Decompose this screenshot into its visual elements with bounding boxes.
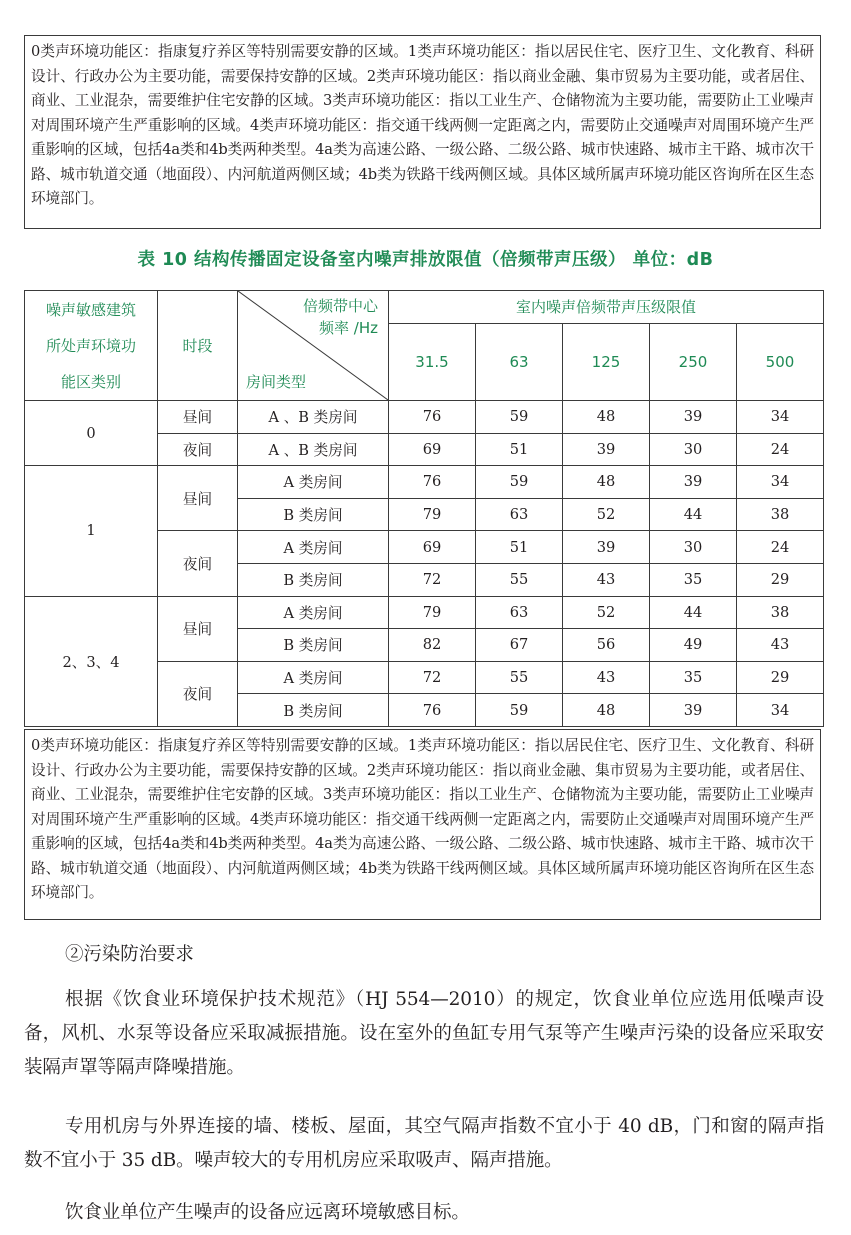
room-type-cell: A 类房间: [238, 466, 389, 499]
freq-col-header: 63: [476, 323, 563, 400]
limit-value-cell: 35: [650, 661, 737, 694]
zone-class-header: [25, 291, 158, 401]
room-type-cell: B 类房间: [238, 694, 389, 727]
body-paragraph: 根据《饮食业环境保护技术规范》（HJ 554—2010）的规定，饮食业单位应选用低噪声设备，风机、水泵等设备应采取减振措施。设在室外的鱼缸专用气泵等产生噪声污染的设备应采取安装隔声罩等隔声降噪措施。: [24, 989, 824, 1078]
limit-value-cell: 29: [737, 563, 824, 596]
room-type-cell: A 类房间: [238, 531, 389, 564]
limit-value-cell: 38: [737, 596, 824, 629]
limit-value-cell: 69: [389, 433, 476, 466]
limit-value-cell: 34: [737, 466, 824, 499]
limit-value-cell: 49: [650, 629, 737, 662]
limit-value-cell: 76: [389, 466, 476, 499]
zone-header-line2: 所处声环境功: [45, 336, 136, 355]
limit-value-cell: 38: [737, 498, 824, 531]
room-type-cell: A 类房间: [238, 661, 389, 694]
zone-header-line3: 能区类别: [60, 372, 121, 391]
table-row: [25, 466, 824, 499]
limit-value-cell: 35: [650, 563, 737, 596]
limit-value-cell: 79: [389, 498, 476, 531]
freq-col-header: 125: [563, 323, 650, 400]
freq-header-line1: 倍频带中心: [302, 297, 378, 315]
zone-definition-note-top: 0类声环境功能区：指康复疗养区等特别需要安静的区域。1类声环境功能区：指以居民住宅、医疗卫生、文化教育、科研设计、行政办公为主要功能，需要保持安静的区域。2类声环境功能区：指以商业金融、集市贸易为主要功能，或者居住、商业、工业混杂，需要维护住宅安静的区域。3类声环境功能区：指以工业生产、仓储物流为主要功能，需要防止工业噪声对周围环境产生严重影响的区域。4类声环境功能区：指交通干线两侧一定距离之内，需要防止交通噪声对周围环境产生严重影响的区域，包括4a类和4b类两种类型。4a类为高速公路、一级公路、二级公路、城市快速路、城市主干路、城市次干路、城市轨道交通（地面段）、内河航道两侧区域；4b类为铁路干线两侧区域。具体区域所属声环境功能区咨询所在区生态环境部门。: [24, 35, 821, 229]
limit-value-cell: 43: [563, 661, 650, 694]
zone-header-line1: 噪声敏感建筑: [45, 300, 136, 319]
room-type-cell: A 类房间: [238, 596, 389, 629]
limit-value-cell: 24: [737, 433, 824, 466]
zone-definition-note-bottom: 0类声环境功能区：指康复疗养区等特别需要安静的区域。1类声环境功能区：指以居民住宅、医疗卫生、文化教育、科研设计、行政办公为主要功能，需要保持安静的区域。2类声环境功能区：指以商业金融、集市贸易为主要功能，或者居住、商业、工业混杂，需要维护住宅安静的区域。3类声环境功能区：指以工业生产、仓储物流为主要功能，需要防止工业噪声对周围环境产生严重影响的区域。4类声环境功能区：指交通干线两侧一定距离之内，需要防止交通噪声对周围环境产生严重影响的区域，包括4a类和4b类两种类型。4a类为高速公路、一级公路、二级公路、城市快速路、城市主干路、城市次干路、城市轨道交通（地面段）、内河航道两侧区域；4b类为铁路干线两侧区域。具体区域所属声环境功能区咨询所在区生态环境部门。: [24, 729, 821, 920]
period-cell: 夜间: [158, 661, 238, 726]
limit-value-cell: 48: [563, 466, 650, 499]
limit-value-cell: 67: [476, 629, 563, 662]
zone-class-cell: 0: [25, 401, 158, 466]
limit-value-cell: 72: [389, 661, 476, 694]
limit-value-cell: 79: [389, 596, 476, 629]
room-type-header: 房间类型: [246, 373, 307, 391]
limit-value-cell: 39: [563, 433, 650, 466]
room-type-cell: B 类房间: [238, 498, 389, 531]
limit-value-cell: 55: [476, 661, 563, 694]
limit-value-cell: 39: [650, 401, 737, 434]
limit-value-cell: 56: [563, 629, 650, 662]
table-body: [25, 401, 824, 727]
room-type-cell: B 类房间: [238, 563, 389, 596]
limit-value-cell: 82: [389, 629, 476, 662]
period-cell: 昼间: [158, 401, 238, 434]
zone-class-cell: 1: [25, 466, 158, 596]
limit-value-cell: 39: [650, 694, 737, 727]
limit-value-cell: 59: [476, 466, 563, 499]
body-paragraph: 专用机房与外界连接的墙、楼板、屋面，其空气隔声指数不宜小于 40 dB，门和窗的隔声指数不宜小于 35 dB。噪声较大的专用机房应采取吸声、隔声措施。: [24, 1116, 824, 1171]
limit-value-cell: 34: [737, 401, 824, 434]
table-row: [25, 401, 824, 434]
limit-value-cell: 51: [476, 433, 563, 466]
limit-value-cell: 76: [389, 401, 476, 434]
limit-value-cell: 52: [563, 498, 650, 531]
limit-value-cell: 44: [650, 498, 737, 531]
limit-value-cell: 52: [563, 596, 650, 629]
period-header: 时段: [158, 291, 238, 401]
freq-col-header: 500: [737, 323, 824, 400]
freq-col-header: 31.5: [389, 323, 476, 400]
freq-header: [303, 295, 378, 339]
limit-value-cell: 48: [563, 694, 650, 727]
zone-class-cell: 2、3、4: [25, 596, 158, 726]
limit-value-cell: 72: [389, 563, 476, 596]
noise-limit-table: [24, 290, 824, 727]
freq-header-line2: 频率 /Hz: [319, 319, 378, 337]
period-cell: 昼间: [158, 596, 238, 661]
limit-value-cell: 30: [650, 433, 737, 466]
room-type-cell: A 、B 类房间: [238, 401, 389, 434]
table-row: [25, 596, 824, 629]
limit-value-cell: 43: [563, 563, 650, 596]
limit-value-cell: 55: [476, 563, 563, 596]
limit-value-cell: 39: [650, 466, 737, 499]
period-cell: 夜间: [158, 433, 238, 466]
period-cell: 昼间: [158, 466, 238, 531]
limit-group-header: 室内噪声倍频带声压级限值: [389, 291, 824, 324]
room-type-cell: B 类房间: [238, 629, 389, 662]
table-title: 表 10 结构传播固定设备室内噪声排放限值（倍频带声压级） 单位：dB: [137, 250, 714, 270]
freq-col-header: 250: [650, 323, 737, 400]
limit-value-cell: 51: [476, 531, 563, 564]
limit-value-cell: 29: [737, 661, 824, 694]
limit-value-cell: 63: [476, 596, 563, 629]
diagonal-header: [238, 291, 389, 401]
body-paragraph: 饮食业单位产生噪声的设备应远离环境敏感目标。: [65, 1202, 470, 1223]
limit-value-cell: 59: [476, 401, 563, 434]
section-heading: ②污染防治要求: [65, 944, 194, 965]
limit-value-cell: 59: [476, 694, 563, 727]
room-type-cell: A 、B 类房间: [238, 433, 389, 466]
period-cell: 夜间: [158, 531, 238, 596]
limit-value-cell: 69: [389, 531, 476, 564]
limit-value-cell: 24: [737, 531, 824, 564]
limit-value-cell: 76: [389, 694, 476, 727]
limit-value-cell: 39: [563, 531, 650, 564]
limit-value-cell: 34: [737, 694, 824, 727]
limit-value-cell: 63: [476, 498, 563, 531]
limit-value-cell: 30: [650, 531, 737, 564]
limit-value-cell: 48: [563, 401, 650, 434]
limit-value-cell: 43: [737, 629, 824, 662]
limit-value-cell: 44: [650, 596, 737, 629]
